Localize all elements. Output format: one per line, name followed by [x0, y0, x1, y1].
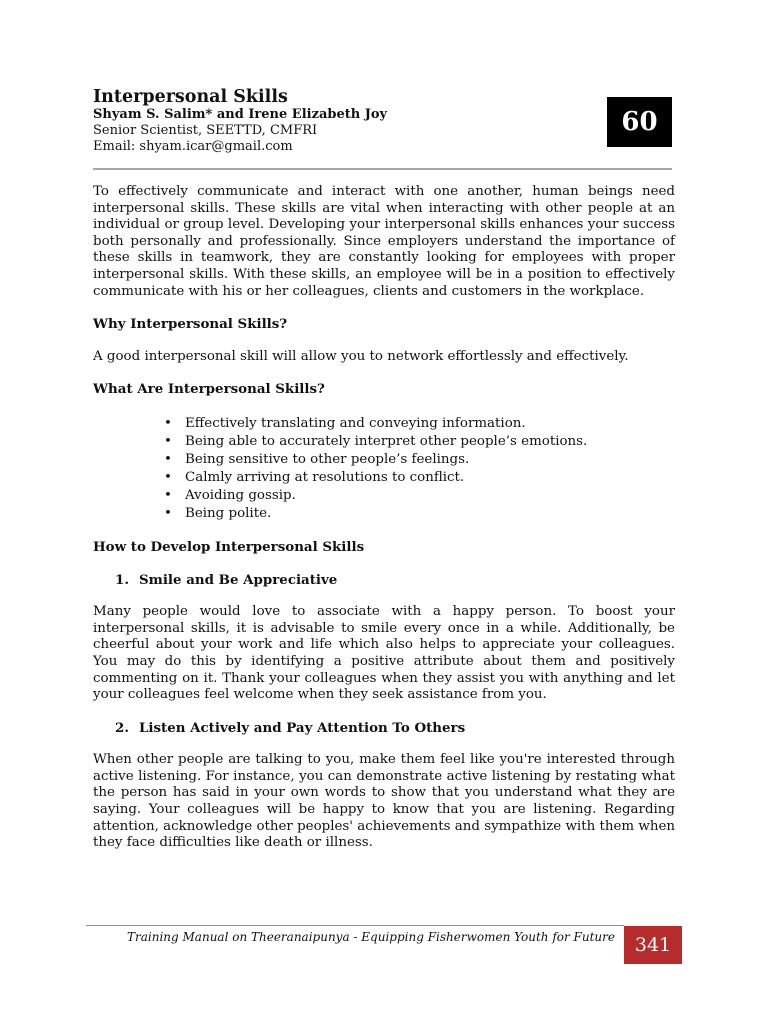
list-item: • Being sensitive to other people’s feelings.: [164, 451, 470, 467]
subheading-listen: 2. Listen Actively and Pay Attention To Others: [115, 719, 466, 736]
smile-paragraph: Many people would love to associate with a happy person. To boost your interpersonal skills, it is advisable to smile every once in a while. Additionally, be cheerful about your work and life which also helps to appreciate your colleagues. You may do this by identifying a positive attribute about them and positively commenting on it. Thank your colleagues when they assist you with anything and let your colleagues feel welcome when they seek assistance from you.: [93, 604, 675, 703]
page-number-badge: 341: [624, 926, 682, 964]
article-body: [93, 184, 675, 852]
why-paragraph: A good interpersonal skill will allow you to network effortlessly and effectively.: [93, 348, 629, 364]
bullet-icon: •: [164, 487, 172, 503]
list-item: • Avoiding gossip.: [164, 487, 296, 503]
skills-list: [93, 415, 675, 523]
bullet-icon: •: [164, 469, 172, 485]
list-item: • Calmly arriving at resolutions to conflict.: [164, 469, 465, 485]
chapter-title: Interpersonal Skills: [93, 87, 288, 107]
list-item: • Being able to accurately interpret other people’s emotions.: [164, 433, 588, 449]
why-heading: Why Interpersonal Skills?: [93, 316, 288, 333]
what-heading: What Are Interpersonal Skills?: [93, 381, 325, 398]
bullet-icon: •: [164, 505, 172, 521]
author-affiliation: Senior Scientist, SEETTD, CMFRI: [93, 123, 318, 138]
footer-divider: [86, 925, 624, 926]
author-names: Shyam S. Salim* and Irene Elizabeth Joy: [93, 107, 388, 122]
footer-title: Training Manual on Theeranaipunya - Equipping Fisherwomen Youth for Future: [127, 930, 615, 944]
intro-paragraph: To effectively communicate and interact with one another, human beings need interpersonal skills. These skills are vital when interacting with other people at an individual or group level. Developing your interpersonal skills enhances your success both personally and professionally. Since employers understand the importance of these skills in teamwork, they are constantly looking for employees with proper interpersonal skills. With these skills, an employee will be in a position to effectively communicate with his or her colleagues, clients and customers in the workplace.: [93, 184, 675, 299]
list-item: • Effectively translating and conveying information.: [164, 415, 526, 431]
how-heading: How to Develop Interpersonal Skills: [93, 538, 365, 555]
bullet-icon: •: [164, 433, 172, 449]
header-divider: [93, 168, 672, 170]
list-item: • Being polite.: [164, 505, 272, 521]
bullet-icon: •: [164, 451, 172, 467]
chapter-number-badge: 60: [607, 97, 672, 147]
subheading-smile: 1. Smile and Be Appreciative: [115, 571, 338, 588]
bullet-icon: •: [164, 415, 172, 431]
author-email: Email: shyam.icar@gmail.com: [93, 139, 293, 154]
listen-paragraph: When other people are talking to you, make them feel like you're interested through active listening. For instance, you can demonstrate active listening by restating what the person has said in your own words to show that you understand what they are saying. Your colleagues will be happy to know that you are listening. Regarding attention, acknowledge other peoples' achievements and sympathize with them when they face difficulties like death or illness.: [93, 752, 675, 851]
